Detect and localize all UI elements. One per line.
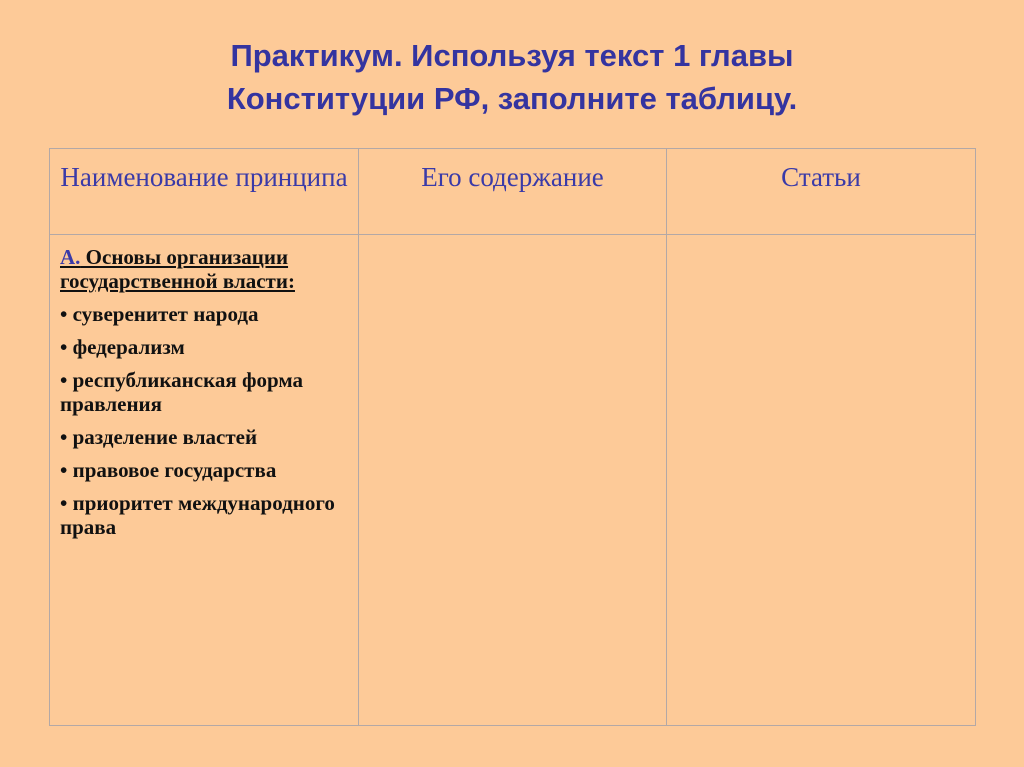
practicum-table	[49, 148, 976, 726]
section-heading	[60, 245, 350, 293]
articles-cell	[667, 235, 976, 726]
principle-list	[60, 302, 350, 539]
section-letter: А.	[60, 245, 81, 269]
list-item: • разделение властей	[60, 425, 258, 449]
list-item: • приоритет международного права	[60, 491, 335, 539]
header-content: Его содержание	[359, 149, 667, 235]
list-item: • правовое государства	[60, 458, 277, 482]
list-item: • федерализм	[60, 335, 185, 359]
header-principle-name: Наименование принципа	[50, 149, 359, 235]
list-item: • республиканская форма правления	[60, 368, 304, 416]
list-item: • суверенитет народа	[60, 302, 259, 326]
slide-title	[0, 34, 1024, 120]
content-cell	[359, 235, 667, 726]
header-articles: Статьи	[667, 149, 976, 235]
slide-title-line-1: Практикум. Используя текст 1 главы	[230, 38, 794, 73]
slide-title-line-2: Конституции РФ, заполните таблицу.	[226, 81, 798, 116]
table-header-row	[50, 149, 976, 235]
principles-cell	[50, 235, 359, 726]
table-row	[50, 235, 976, 726]
section-heading-text: Основы организации государственной власти:	[60, 245, 295, 293]
